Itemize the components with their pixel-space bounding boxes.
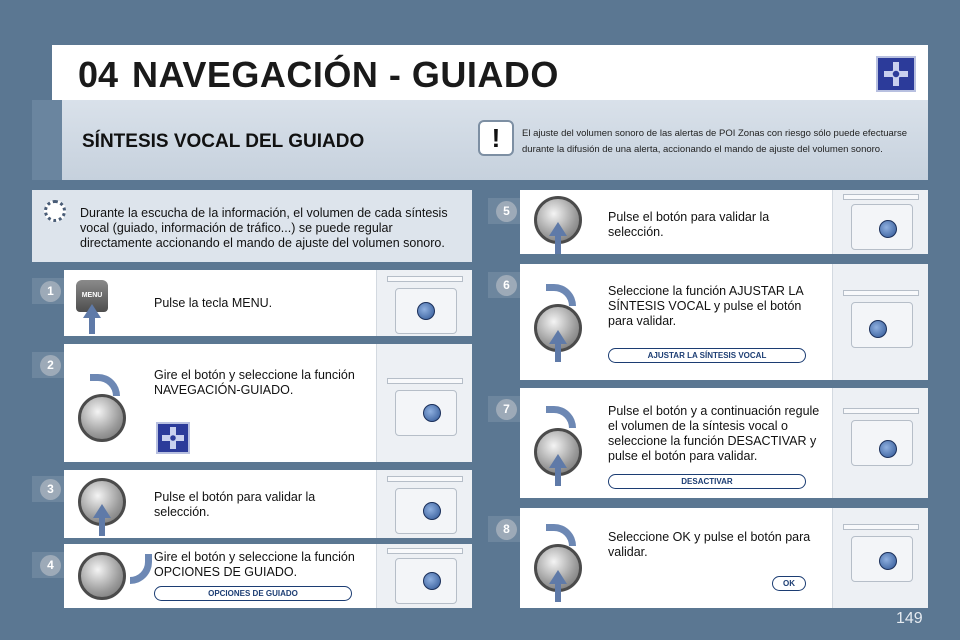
step-number: 5	[496, 201, 517, 222]
section-band-edge	[32, 100, 62, 180]
step-text: Seleccione la función AJUSTAR LA SÍNTESIS VOCAL y pulse el botón para validar.	[608, 284, 804, 328]
step-number: 1	[40, 281, 61, 302]
info-text: Durante la escucha de la información, el volumen de cada síntesis vocal (guiado, información de tráfico...) se puede regular directamente accionando el mando de ajuste del volumen sonoro.	[80, 206, 448, 250]
step-text: Pulse el botón y a continuación regule el volumen de la síntesis vocal o seleccione la función DESACTIVAR y pulse el botón para validar.	[608, 404, 820, 463]
step-number: 3	[40, 479, 61, 500]
rotate-arrow-icon	[546, 406, 576, 428]
warning-icon: !	[478, 120, 514, 156]
rotary-knob-icon	[78, 394, 126, 442]
ok-label: OK	[772, 576, 806, 591]
step-card-5	[520, 190, 928, 254]
console-illustration	[832, 388, 928, 498]
rotate-arrow-icon	[130, 554, 152, 584]
section-title: SÍNTESIS VOCAL DEL GUIADO	[82, 131, 365, 152]
step-card-3	[64, 470, 472, 538]
step-number: 8	[496, 519, 517, 540]
arrow-stem	[555, 234, 561, 254]
menu-key-icon: MENU	[76, 280, 108, 312]
console-illustration	[376, 270, 472, 336]
rotate-arrow-icon	[546, 524, 576, 546]
option-label: DESACTIVAR	[608, 474, 806, 489]
arrow-stem	[555, 582, 561, 602]
step-number: 6	[496, 275, 517, 296]
step-text: Pulse la tecla MENU.	[154, 296, 273, 310]
console-illustration	[376, 544, 472, 608]
step-card-4	[64, 544, 472, 608]
step-number: 2	[40, 355, 61, 376]
press-arrow-icon	[83, 304, 101, 318]
arrow-stem	[555, 466, 561, 486]
press-arrow-icon	[549, 222, 567, 236]
option-label: OPCIONES DE GUIADO	[154, 586, 352, 601]
press-arrow-icon	[549, 330, 567, 344]
step-card-7	[520, 388, 928, 498]
step-card-1	[64, 270, 472, 336]
navigation-joystick-icon	[156, 422, 190, 454]
press-arrow-icon	[549, 454, 567, 468]
console-illustration	[376, 344, 472, 462]
arrow-stem	[89, 316, 95, 334]
press-arrow-icon	[549, 570, 567, 584]
step-card-2	[64, 344, 472, 462]
arrow-stem	[99, 516, 105, 536]
step-card-6	[520, 264, 928, 380]
step-text: Gire el botón y seleccione la función OPCIONES DE GUIADO.	[154, 550, 355, 579]
console-illustration	[832, 508, 928, 608]
console-illustration	[832, 264, 928, 380]
arrow-stem	[555, 342, 561, 362]
option-label: AJUSTAR LA SÍNTESIS VOCAL	[608, 348, 806, 363]
press-arrow-icon	[93, 504, 111, 518]
rotate-arrow-icon	[546, 284, 576, 306]
console-illustration	[376, 470, 472, 538]
step-text: Seleccione OK y pulse el botón para validar.	[608, 530, 811, 559]
sun-icon	[44, 200, 66, 222]
step-number: 7	[496, 399, 517, 420]
rotate-arrow-icon	[90, 374, 120, 396]
step-text: Gire el botón y seleccione la función NAVEGACIÓN-GUIADO.	[154, 368, 355, 397]
rotary-knob-icon	[78, 552, 126, 600]
step-text: Pulse el botón para validar la selección.	[154, 490, 316, 519]
navigation-joystick-icon	[876, 56, 916, 92]
warning-text: El ajuste del volumen sonoro de las alertas de POI Zonas con riesgo sólo puede efectuarse durante la difusión de una alerta, accionando el mando de ajuste del volumen sonoro.	[522, 128, 907, 155]
console-illustration	[832, 190, 928, 254]
page-number: 149	[896, 610, 923, 627]
chapter-number: 04	[78, 54, 119, 95]
step-text: Pulse el botón para validar la selección.	[608, 210, 770, 239]
page-title: NAVEGACIÓN - GUIADO	[132, 54, 559, 95]
step-number: 4	[40, 555, 61, 576]
step-card-8	[520, 508, 928, 608]
